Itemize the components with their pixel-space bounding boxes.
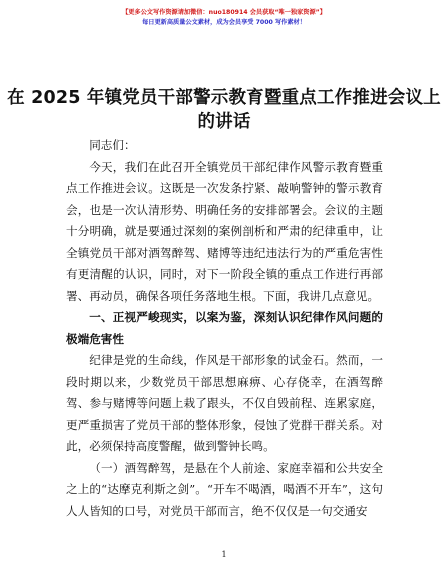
paragraph: （一）酒驾醉驾，是悬在个人前途、家庭幸福和公共安全之上的“达摩克利斯之剑”。“开车不喝酒，喝酒不开车”，这句人人皆知的口号，对党员干部而言，绝不仅仅是一句交通安 — [66, 460, 383, 518]
promo-banner — [0, 8, 448, 28]
document-body — [66, 135, 383, 522]
salutation: 同志们： — [89, 138, 136, 152]
paragraph: 今天，我们在此召开全镇党员干部纪律作风警示教育暨重点工作推进会议。这既是一次发条拧紧、敲响警钟的警示教育会，也是一次认清形势、明确任务的安排部署会。会议的主题十分明确，就是要通过深刻的案例剖析和严肃的纪律重申，让全镇党员干部对酒驾醉驾、赌博等违纪违法行为的严重危害性有更清醒的认识，同时，对下一阶段全镇的重点工作进行再部署、再动员，确保各项任务落地生根。下面，我讲几点意见。 — [66, 159, 383, 303]
page-number: 1 — [221, 550, 227, 559]
section-heading: 一、正视严峻现实，以案为鉴，深刻认识纪律作风问题的极端危害性 — [66, 310, 383, 346]
paragraph: 纪律是党的生命线，作风是干部形象的试金石。然而，一段时期以来，少数党员干部思想麻痹、心存侥幸，在酒驾醉驾、参与赌博等问题上栽了跟头，不仅自毁前程、连累家庭，更严重损害了党员干部的整体形象，侵蚀了党群干群关系。对此，必须保持高度警醒，做到警钟长鸣。 — [66, 353, 383, 453]
promo-line-1: 【更多公文写作资源请加微信：nuo180914 会员获取“唯一独家资源”】 — [122, 9, 326, 16]
promo-line-2: 每日更新高质量公文素材，成为会员享受 7000 写作素材！ — [142, 19, 306, 26]
document-title: 在 2025 年镇党员干部警示教育暨重点工作推进会议上的讲话 — [7, 88, 441, 132]
